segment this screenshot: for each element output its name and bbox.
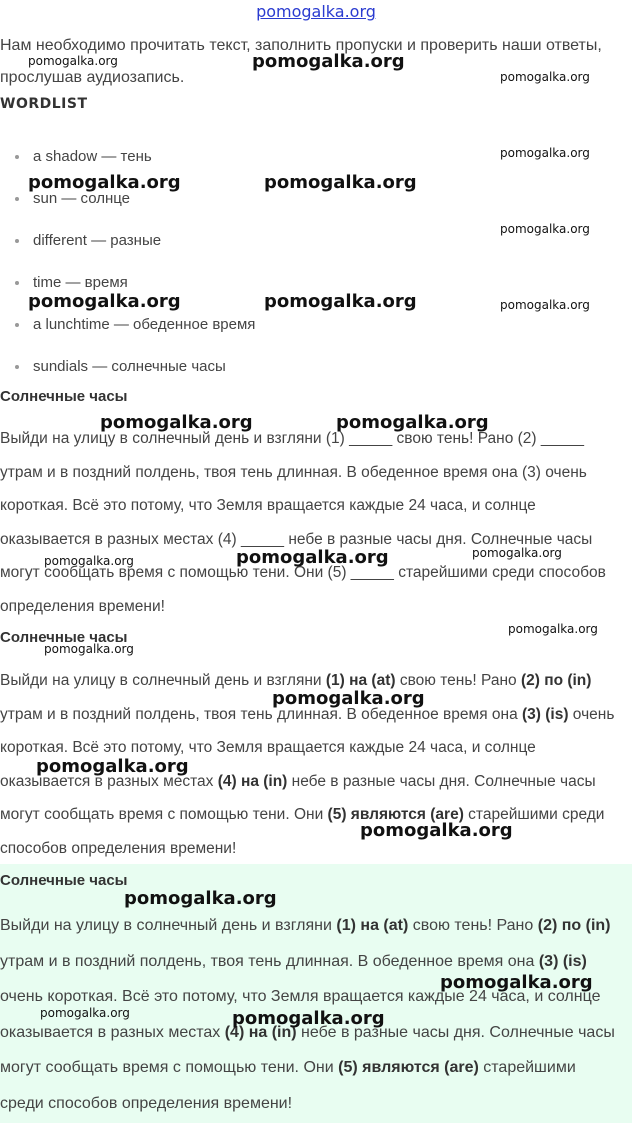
wordlist-item: time — время [0, 270, 255, 312]
answers-title: Солнечные часы [0, 629, 128, 646]
watermark: pomogalka.org [500, 146, 590, 160]
watermark: pomogalka.org [28, 54, 118, 68]
watermark: pomogalka.org [252, 51, 405, 72]
watermark: pomogalka.org [264, 172, 417, 193]
watermark: pomogalka.org [508, 622, 598, 636]
watermark: pomogalka.org [264, 291, 417, 312]
watermark: pomogalka.org [236, 547, 389, 568]
watermark: pomogalka.org [472, 546, 562, 560]
answer-3: (3) (is) [522, 705, 569, 723]
bullet-icon [15, 155, 19, 159]
task-text: Выйди на улицу в солнечный день и взгляни (1) _____ свою тень! Рано (2) _____ утрам и в поздний полдень, твоя тень длинная. В обеденное время она (3) очень короткая. Всё это потому, что Земля вращается каждые 24 часа, и солнце оказывается в разных местах (4) _____ небе в разные часы дня. Солнечные часы могут сообщать время с помощью тени. Они (5) _____ старейшими среди способов определения времени! [0, 430, 606, 615]
wordlist-item: a shadow — тень [0, 144, 255, 186]
wordlist-item: different — разные [0, 228, 255, 270]
wordlist-item: a lunchtime — обеденное время [0, 312, 255, 354]
site-title-link[interactable]: pomogalka.org [256, 2, 376, 21]
watermark: pomogalka.org [500, 70, 590, 84]
bullet-icon [15, 365, 19, 369]
watermark: pomogalka.org [272, 688, 425, 709]
watermark: pomogalka.org [440, 972, 593, 993]
bullet-icon [15, 323, 19, 327]
wordlist-heading: WORDLIST [0, 96, 88, 112]
answers-text: Выйди на улицу в солнечный день и взгляни (1) на (at) свою тень! Рано (2) по (in) утрам и в поздний полдень, твоя тень длинная. В обеденное время она (3) (is) очень короткая. Всё это потому, что Земля вращается каждые 24 часа, и солнце оказывается в разных местах (4) на (in) небе в разные часы дня. Солнечные часы могут сообщать время с помощью тени. Они (5) являются (are) старейшими среди способов определения времени! [0, 672, 615, 857]
task-title: Солнечные часы [0, 388, 128, 405]
answer-5: (5) являются (are) [327, 806, 464, 823]
watermark: pomogalka.org [232, 1008, 385, 1029]
watermark: pomogalka.org [28, 172, 181, 193]
bullet-icon [15, 197, 19, 201]
watermark: pomogalka.org [44, 642, 134, 656]
wordlist-item: sun — солнце [0, 186, 255, 228]
watermark: pomogalka.org [40, 1006, 130, 1020]
answer-1: (1) на (at) [325, 672, 396, 689]
bullet-icon [15, 281, 19, 285]
watermark: pomogalka.org [36, 756, 189, 777]
watermark: pomogalka.org [28, 291, 181, 312]
answer-4: (4) на (in) [217, 772, 288, 790]
watermark: pomogalka.org [500, 298, 590, 312]
watermark: pomogalka.org [500, 222, 590, 236]
watermark: pomogalka.org [336, 412, 489, 433]
watermark: pomogalka.org [124, 888, 277, 909]
intro-text: Нам необходимо прочитать текст, заполнить пропуски и проверить наши ответы, прослушав аудиозапись. [0, 37, 602, 86]
bullet-icon [15, 239, 19, 243]
wordlist-item: sundials — солнечные часы [0, 354, 255, 396]
watermark: pomogalka.org [100, 412, 253, 433]
answer-2: (2) по (in) [520, 672, 592, 689]
watermark: pomogalka.org [44, 554, 134, 568]
highlight-title: Солнечные часы [0, 872, 128, 889]
watermark: pomogalka.org [360, 820, 513, 841]
highlight-text: Выйди на улицу в солнечный день и взгляни (1) на (at) свою тень! Рано (2) по (in) утрам и в поздний полдень, твоя тень длинная. В обеденное время она (3) (is) очень короткая. Всё это потому, что Земля вращается каждые 24 часа, и солнце оказывается в разных местах (4) на (in) небе в разные часы дня. Солнечные часы могут сообщать время с помощью тени. Они (5) являются (are) старейшими среди способов определения времени! [0, 917, 615, 1112]
